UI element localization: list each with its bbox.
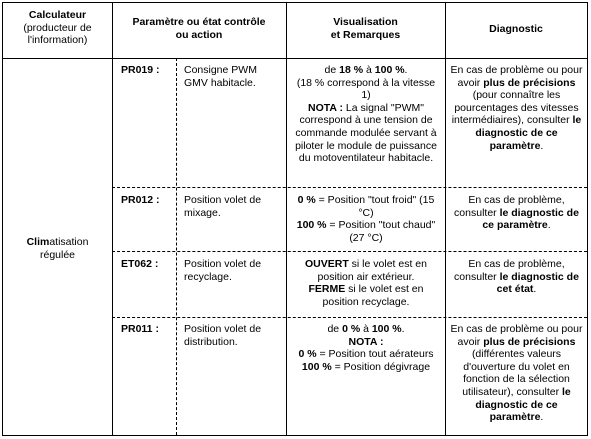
- row1-vis-pre: de: [324, 64, 340, 76]
- row4-vis-mid: à: [360, 323, 372, 335]
- row4-vis-l2-t: = Position dégivrage: [331, 360, 431, 373]
- row-divider-2: [112, 251, 587, 252]
- header-diagnostic: Diagnostic: [489, 23, 543, 35]
- row1-diag-t3: .: [540, 139, 544, 152]
- row3-label: Position volet de recyclage.: [184, 258, 262, 283]
- row4-vis-pre: de: [327, 323, 343, 335]
- header-calculateur-title: Calculateur: [28, 9, 87, 21]
- header-calculateur: [3, 9, 112, 47]
- row3-diagnostic: [449, 258, 584, 296]
- row3-diag-t1: En cas de problème, consulter: [454, 258, 565, 283]
- row4-diag-b2: le diagnostic de ce paramètre: [475, 385, 571, 424]
- row2-code: PR012 :: [121, 194, 160, 206]
- row2-vis-min: 0 %: [297, 194, 316, 206]
- row2-vis-max-text: = Position "tout chaud" (27 °C): [326, 219, 436, 244]
- row3-visualisation: [293, 258, 439, 308]
- row1-diag-t1: En cas de problème ou pour avoir: [450, 64, 583, 89]
- code-divider: [176, 58, 177, 435]
- calculator-line2: régulée: [39, 248, 76, 261]
- row2-vis-min-text: = Position "tout froid" (15 °C): [315, 194, 435, 219]
- header-divider: [3, 58, 587, 59]
- row1-diag-b1: plus de précisions: [483, 76, 576, 89]
- row4-visualisation: [291, 323, 441, 373]
- row1-diagnostic: [449, 64, 584, 152]
- row4-vis-l1-b: 0 %: [298, 348, 317, 361]
- row1-vis-mid: à: [363, 64, 375, 76]
- row1-label: Consigne PWM GMV habitacle.: [184, 64, 257, 89]
- row3-vis-closed-text: si le volet est en position recyclage.: [322, 283, 424, 308]
- header-visualisation: [286, 16, 445, 41]
- row2-diag-t1: En cas de problème, consulter: [454, 194, 565, 219]
- row1-code: PR019 :: [121, 64, 160, 76]
- row3-vis-open-text: si le volet est en position air extérieur.: [317, 258, 427, 283]
- row-divider-1: [112, 187, 587, 188]
- row4-code: PR011 :: [121, 323, 159, 335]
- row2-diag-t2: .: [547, 219, 551, 232]
- row1-vis-note: (18 % correspond à la vitesse 1): [296, 76, 436, 102]
- row4-label: Position volet de distribution.: [184, 323, 262, 348]
- header-calculateur-sub: (producteur de l'information): [23, 21, 92, 47]
- row4-nota-label: NOTA :: [348, 335, 384, 348]
- row4-diagnostic: [449, 323, 584, 424]
- row4-vis-l2-b: 100 %: [301, 360, 332, 373]
- row2-diag-b1: le diagnostic de ce paramètre: [482, 206, 579, 232]
- row3-diag-b1: le diagnostic de cet état: [496, 270, 579, 296]
- row4-diag-t1: En cas de problème ou pour avoir: [450, 323, 583, 348]
- row3-vis-closed: FERME: [308, 283, 346, 296]
- row4-vis-end: .: [401, 323, 405, 335]
- row2-visualisation: [295, 194, 437, 244]
- calculator-name: [3, 236, 112, 261]
- calculator-rest: atisation: [49, 236, 89, 248]
- col-divider-1: [112, 3, 113, 435]
- header-parametre: Paramètre ou état contrôle ou action: [132, 16, 266, 41]
- row1-nota-text: La signal "PWM" correspond à une tension de commande modulée servant à piloter le module de puissance du motoventilateur habitacle.: [295, 101, 437, 165]
- row1-diag-t2: (pour connaître les pourcentages des vitesses intermédiaires), consulter: [451, 89, 579, 127]
- row2-label: Position volet de mixage.: [184, 194, 262, 219]
- row4-diag-t3: .: [540, 411, 544, 424]
- row1-visualisation: [291, 64, 441, 165]
- row1-vis-min: 18 %: [339, 64, 364, 76]
- header-vis-line2: et Remarques: [330, 28, 401, 41]
- row4-vis-l1-t: = Position tout aérateurs: [316, 348, 434, 361]
- row4-diag-t2: (différentes valeurs d'ouverture du volet en fonction de la sélection utilisateur), consulter: [462, 348, 570, 398]
- row1-nota-label: NOTA :: [308, 101, 343, 114]
- row-divider-3: [112, 317, 587, 318]
- row1-diag-b2: le diagnostic de ce paramètre: [475, 114, 582, 152]
- row4-vis-min: 0 %: [342, 323, 361, 335]
- row3-vis-open: OUVERT: [305, 258, 349, 270]
- row1-vis-max: 100 %: [374, 64, 405, 76]
- col-divider-2: [286, 3, 287, 435]
- diagnostic-table: [2, 2, 588, 436]
- calculator-bold: Clim: [26, 236, 50, 248]
- col-divider-3: [445, 3, 446, 435]
- row3-code: ET062 :: [121, 258, 159, 270]
- row4-vis-max: 100 %: [371, 323, 402, 335]
- row3-diag-t2: .: [533, 283, 537, 296]
- header-vis-line1: Visualisation: [333, 16, 398, 28]
- row2-vis-max: 100 %: [296, 219, 327, 232]
- row1-vis-end: .: [404, 64, 408, 76]
- row2-diagnostic: [449, 194, 584, 232]
- row4-diag-b1: plus de précisions: [483, 335, 576, 348]
